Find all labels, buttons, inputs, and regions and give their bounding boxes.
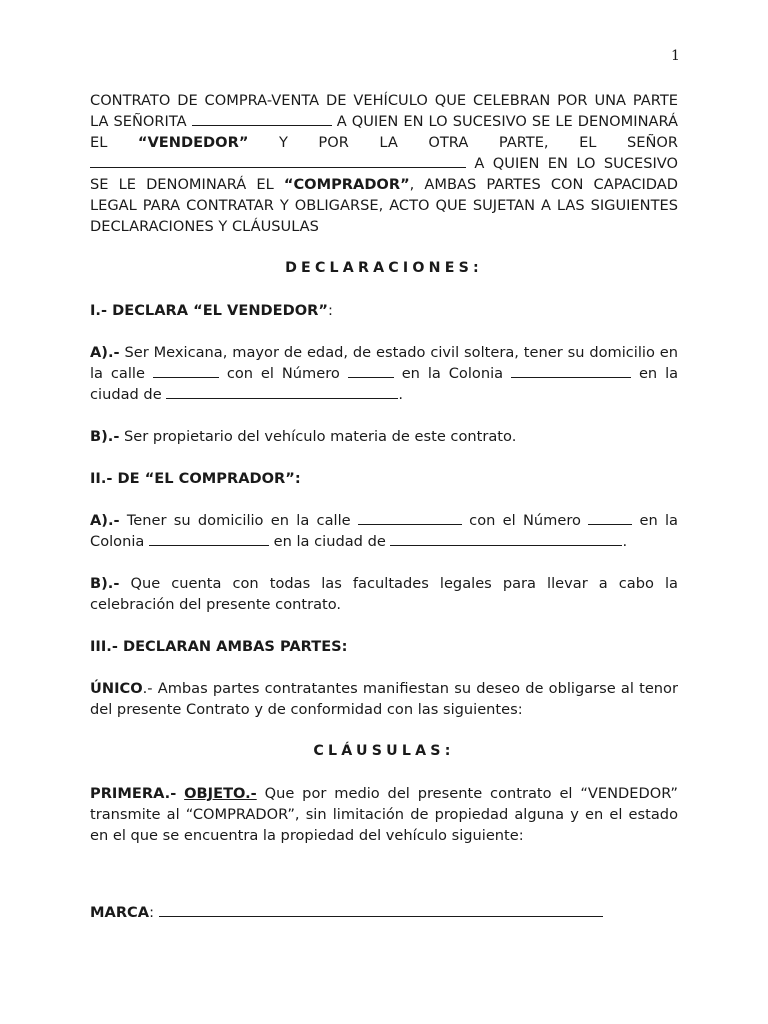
seller-street-blank <box>153 363 219 378</box>
seller-colonia-blank <box>511 363 631 378</box>
vendedor-a-text-2: con el Número <box>226 365 340 382</box>
comprador-a-end: . <box>622 533 628 550</box>
contract-body <box>90 90 678 846</box>
comprador-term: “COMPRADOR” <box>283 176 410 193</box>
vendedor-a-end: . <box>398 386 403 403</box>
intro-text-1: CONTRATO DE COMPRA-VENTA DE VEHÍCULO QUE CELEBRAN POR UNA PARTE LA SEÑORITA <box>90 92 678 130</box>
marca-label: MARCA <box>90 904 150 921</box>
intro-paragraph <box>90 90 678 237</box>
vendedor-heading-suffix: : <box>327 302 333 319</box>
vendedor-heading: I.- DECLARA “EL VENDEDOR” <box>90 302 328 319</box>
vendedor-term: “VENDEDOR” <box>137 134 249 151</box>
vendedor-b-label: B).- <box>90 428 120 445</box>
vendedor-clause-a <box>90 342 678 405</box>
comprador-clause-b <box>90 573 678 615</box>
intro-text-5: , AMBAS PARTES CON CAPACIDAD LEGAL PARA CONTRATAR Y OBLIGARSE, ACTO QUE SUJETAN A LAS SIGUIENTES DECLARACIONES Y CLÁUSULAS <box>90 176 678 235</box>
comprador-a-text-4: en la ciudad de <box>273 533 386 550</box>
comprador-a-text-2: con el Número <box>469 512 581 529</box>
marca-colon: : <box>149 904 154 921</box>
buyer-city-blank <box>390 531 622 546</box>
vendedor-a-text-4: en la ciudad de <box>90 365 679 403</box>
declaraciones-heading: DECLARACIONES: <box>285 260 483 276</box>
buyer-colonia-blank <box>149 531 269 546</box>
vendedor-b-text: Ser propietario del vehículo materia de este contrato. <box>124 428 517 445</box>
primera-label: PRIMERA.- <box>90 785 177 802</box>
unico-paragraph <box>90 678 678 720</box>
vendedor-a-label: A).- <box>90 344 120 361</box>
unico-label: ÚNICO <box>90 680 143 697</box>
ambas-partes-heading: III.- DECLARAN AMBAS PARTES: <box>90 638 348 655</box>
marca-field <box>90 902 690 923</box>
primera-text: Que por medio del presente contrato el “VENDEDOR” transmite al “COMPRADOR”, sin limitación de propiedad alguna y en el estado en el que se encuentra la propiedad del vehículo siguiente: <box>90 785 678 844</box>
comprador-a-text-3: en la Colonia <box>90 512 679 550</box>
unico-text: .- Ambas partes contratantes manifiestan su deseo de obligarse al tenor del presente Contrato y de conformidad con las siguientes: <box>90 680 678 718</box>
marca-blank <box>159 902 603 917</box>
intro-text-4: A QUIEN EN LO SUCESIVO SE LE DENOMINARÁ EL <box>90 155 678 193</box>
page-number: 1 <box>671 48 680 64</box>
buyer-number-blank <box>588 510 632 525</box>
intro-text-3: Y POR LA OTRA PARTE, EL SEÑOR <box>278 134 679 151</box>
intro-text-2: A QUIEN EN LO SUCESIVO SE LE DENOMINARÁ EL <box>90 113 678 151</box>
comprador-clause-a <box>90 510 678 552</box>
seller-name-blank <box>192 111 332 126</box>
buyer-street-blank <box>358 510 462 525</box>
comprador-heading: II.- DE “EL COMPRADOR”: <box>90 470 301 487</box>
comprador-b-label: B).- <box>90 575 120 592</box>
comprador-a-text-1: Tener su domicilio en la calle <box>126 512 351 529</box>
seller-city-blank <box>166 384 398 399</box>
objeto-label: OBJETO.- <box>184 785 257 802</box>
vendedor-clause-b <box>90 426 678 447</box>
clausulas-heading: CLÁUSULAS: <box>313 743 455 759</box>
vendedor-a-text-3: en la Colonia <box>401 365 504 382</box>
primera-clause <box>90 783 678 846</box>
comprador-a-label: A).- <box>90 512 120 529</box>
vendedor-a-text-1: Ser Mexicana, mayor de edad, de estado civil soltera, tener su domicilio en la calle <box>90 344 678 382</box>
vendedor-heading-line <box>90 300 678 321</box>
seller-number-blank <box>348 363 394 378</box>
comprador-b-text: Que cuenta con todas las facultades legales para llevar a cabo la celebración del presente contrato. <box>90 575 678 613</box>
buyer-name-blank <box>90 153 466 168</box>
